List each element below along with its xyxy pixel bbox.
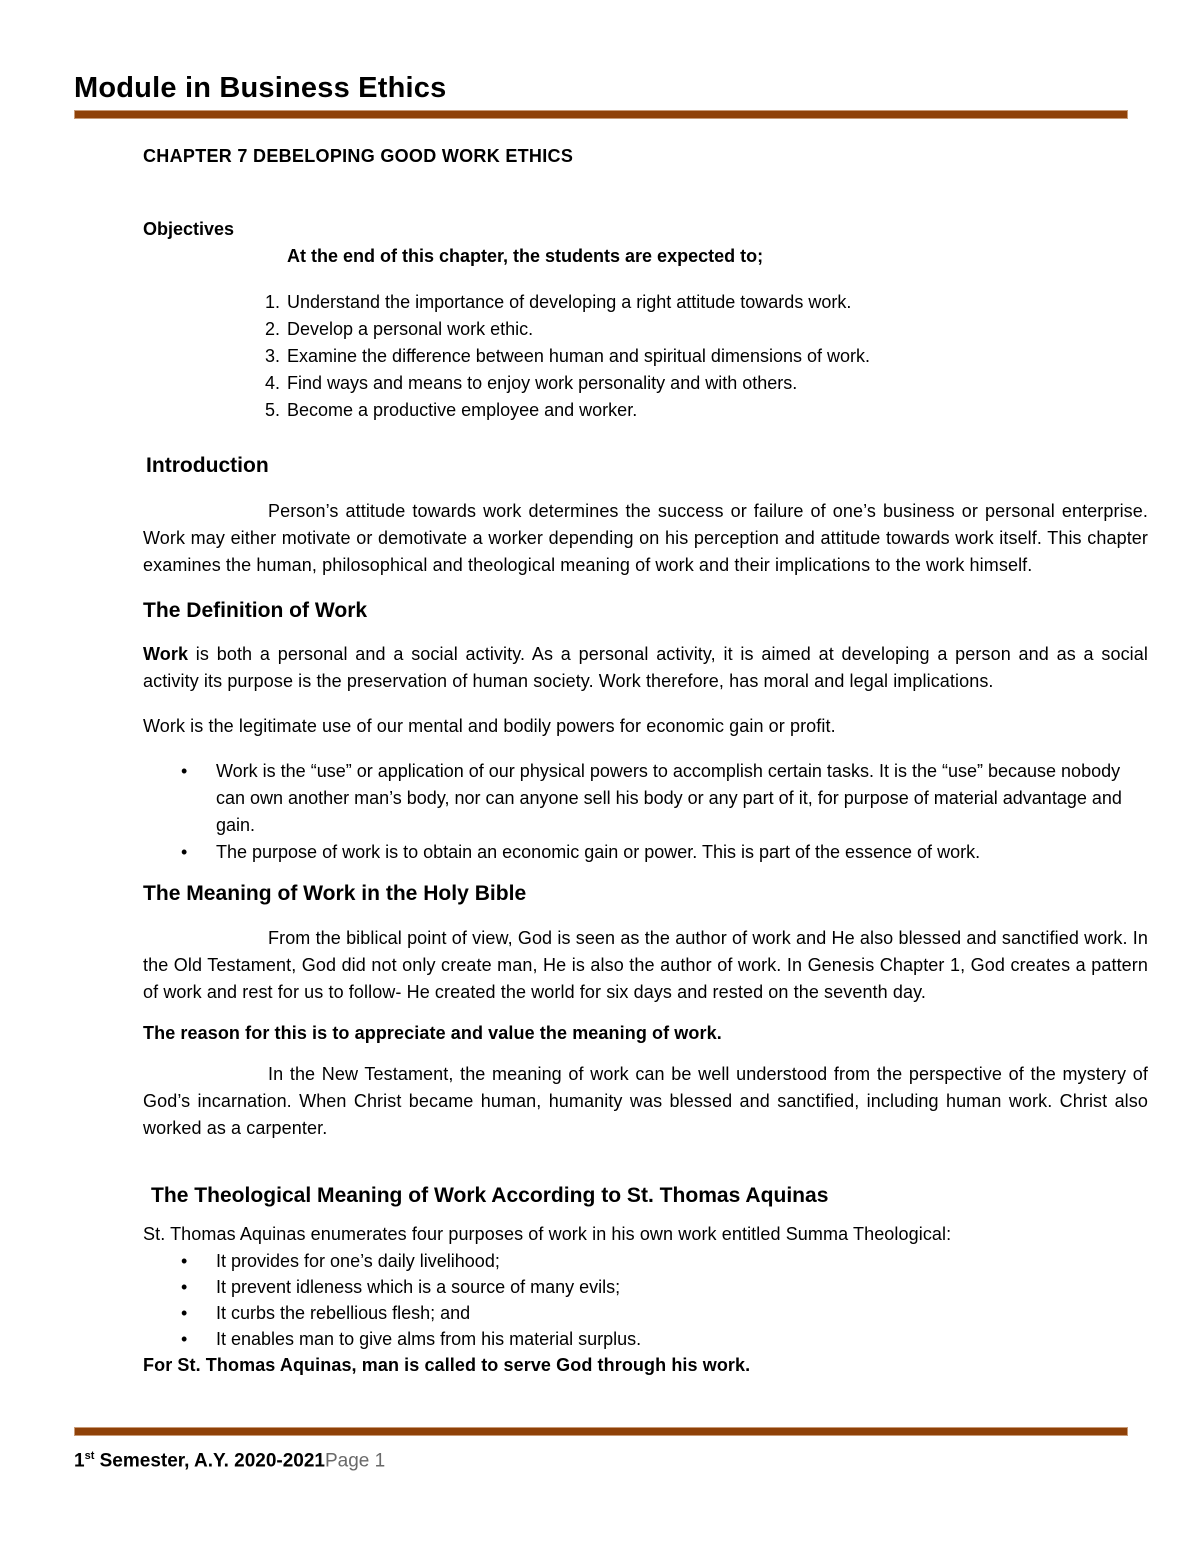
page-title: Module in Business Ethics <box>74 72 447 104</box>
aquinas-heading: The Theological Meaning of Work According to St. Thomas Aquinas <box>151 1184 829 1207</box>
bold-lead-word: Work <box>143 644 189 664</box>
objectives-list <box>143 289 1148 424</box>
definition-paragraph-1-text: is both a personal and a social activity. As a personal activity, it is aimed at developing a person and as a social activity its purpose is the preservation of human society. Work therefore, has moral and legal implications. <box>143 644 1148 691</box>
aquinas-conclusion: For St. Thomas Aquinas, man is called to serve God through his work. <box>143 1355 751 1375</box>
objectives-heading: Objectives <box>143 219 235 239</box>
list-item: Find ways and means to enjoy work personality and with others. <box>287 373 798 393</box>
page-footer <box>0 1418 1200 1473</box>
reason-emphasis: The reason for this is to appreciate and value the meaning of work. <box>143 1023 722 1043</box>
introduction-heading: Introduction <box>146 454 269 477</box>
bible-heading: The Meaning of Work in the Holy Bible <box>143 882 527 905</box>
footer-rule <box>74 1427 1128 1436</box>
list-item: • It provides for one’s daily livelihood; <box>143 1248 1148 1274</box>
chapter-heading: CHAPTER 7 DEBELOPING GOOD WORK ETHICS <box>143 146 574 166</box>
list-item: • It enables man to give alms from his material surplus. <box>143 1326 1148 1352</box>
new-testament-paragraph: In the New Testament, the meaning of work can be well understood from the perspective of the mystery of God’s incarnation. When Christ became human, humanity was blessed and sanctified, including human work. Christ also worked as a carpenter. <box>143 1064 1148 1138</box>
list-item: Develop a personal work ethic. <box>287 319 534 339</box>
aquinas-bullet-list <box>143 1248 1148 1352</box>
list-item: • It prevent idleness which is a source of many evils; <box>143 1274 1148 1300</box>
page-header <box>0 72 1200 119</box>
aquinas-lead: St. Thomas Aquinas enumerates four purposes of work in his own work entitled Summa Theological: <box>143 1224 952 1244</box>
footer-text <box>74 1444 1200 1473</box>
definition-paragraph-1 <box>143 641 1148 695</box>
definition-bullet-list <box>143 758 1148 866</box>
document-body <box>143 143 1148 1378</box>
footer-page-number: Page 1 <box>325 1450 386 1472</box>
list-item: • It curbs the rebellious flesh; and <box>143 1300 1148 1326</box>
list-item: • Work is the “use” or application of our physical powers to accomplish certain tasks. It is the “use” because nobody can own another man’s body, nor can anyone sell his body or any part of it, for purpose of material advantage and gain. <box>143 758 1148 839</box>
list-item: • The purpose of work is to obtain an economic gain or power. This is part of the essence of work. <box>143 839 1148 866</box>
list-item: Become a productive employee and worker. <box>287 400 638 420</box>
list-item: Examine the difference between human and spiritual dimensions of work. <box>287 346 870 366</box>
footer-semester-number: 1 <box>74 1450 85 1472</box>
introduction-paragraph: Person’s attitude towards work determines the success or failure of one’s business or personal enterprise. Work may either motivate or demotivate a worker depending on his perception and attitude towards work itself. This chapter examines the human, philosophical and theological meaning of work and their implications to the work himself. <box>143 501 1148 575</box>
footer-semester-text: Semester, A.Y. 2020-2021 <box>94 1450 325 1472</box>
footer-semester-superscript: st <box>84 1450 95 1462</box>
objectives-lead: At the end of this chapter, the students are expected to; <box>287 246 764 266</box>
list-item: Understand the importance of developing a right attitude towards work. <box>287 292 852 312</box>
definition-paragraph-2: Work is the legitimate use of our mental and bodily powers for economic gain or profit. <box>143 716 836 736</box>
bible-paragraph: From the biblical point of view, God is seen as the author of work and He also blessed and sanctified work. In the Old Testament, God did not only create man, He is also the author of work. In Genesis Chapter 1, God creates a pattern of work and rest for us to follow- He created the world for six days and rested on the seventh day. <box>143 928 1148 1002</box>
header-rule <box>74 110 1128 119</box>
definition-heading: The Definition of Work <box>143 599 368 622</box>
